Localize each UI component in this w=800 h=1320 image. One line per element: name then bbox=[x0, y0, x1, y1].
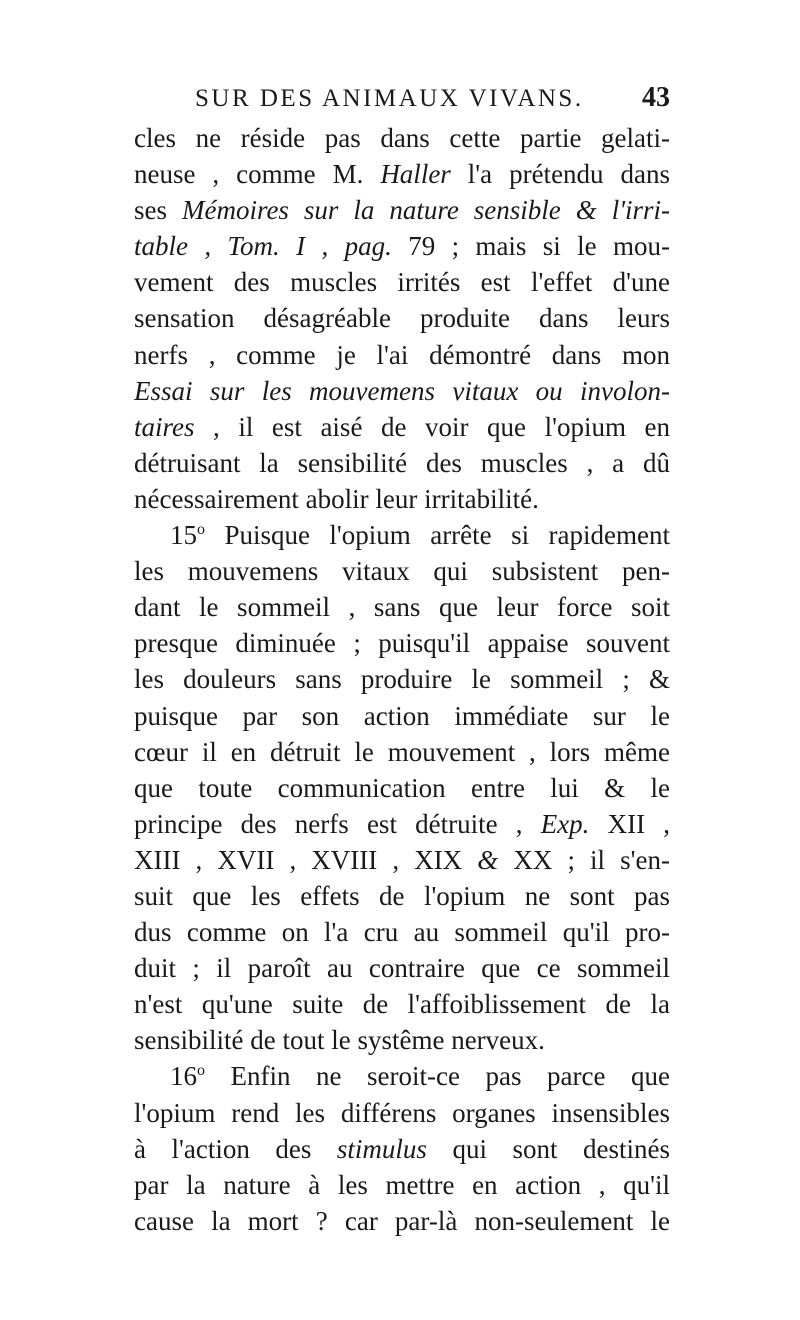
text-line bbox=[134, 878, 670, 914]
text-line bbox=[134, 517, 670, 553]
text-segment: duit ; il paroît au contraire que ce sommeil bbox=[134, 953, 670, 984]
text-segment: XX ; il s'en- bbox=[498, 844, 670, 875]
text-line bbox=[134, 1095, 670, 1131]
text-line bbox=[134, 1203, 670, 1239]
text-segment: les mouvemens vitaux qui subsistent pen- bbox=[134, 556, 670, 587]
text-segment: cles ne réside pas dans cette partie gelati- bbox=[134, 123, 670, 153]
text-line bbox=[134, 156, 670, 192]
text-line bbox=[134, 1167, 670, 1203]
running-head bbox=[195, 82, 670, 118]
text-segment: cause la mort ? car par-là non-seulement le bbox=[134, 1205, 670, 1236]
text-line bbox=[134, 373, 670, 409]
text-segment: Enfin ne seroit-ce pas parce que bbox=[205, 1061, 670, 1092]
text-line bbox=[134, 300, 670, 336]
text-line bbox=[134, 950, 670, 986]
ordinal-superscript: o bbox=[197, 521, 205, 539]
text-segment: ses bbox=[134, 195, 182, 226]
text-segment: presque diminuée ; puisqu'il appaise souvent bbox=[134, 628, 670, 659]
text-segment: vement des muscles irrités est l'effet d'une bbox=[134, 267, 670, 298]
text-line bbox=[134, 661, 670, 697]
page-number: 43 bbox=[642, 82, 670, 113]
text-segment: les douleurs sans produire le sommeil ; & bbox=[134, 664, 670, 695]
text-segment: l'opium rend les différens organes insensibles bbox=[134, 1097, 670, 1128]
text-line bbox=[134, 914, 670, 950]
text-line bbox=[134, 445, 670, 481]
text-segment: 15 bbox=[170, 520, 197, 551]
text-segment: 16 bbox=[170, 1061, 197, 1092]
body-text bbox=[134, 120, 670, 1239]
text-line bbox=[134, 589, 670, 625]
text-line bbox=[134, 1058, 670, 1094]
text-segment: dant le sommeil , sans que leur force soit bbox=[134, 592, 670, 623]
text-line bbox=[134, 806, 670, 842]
italic-text: taires bbox=[134, 411, 195, 442]
text-segment: neuse , comme M. bbox=[134, 159, 381, 190]
text-segment: sensation désagréable produite dans leurs bbox=[134, 303, 670, 334]
text-segment: nécessairement abolir leur irritabilité. bbox=[134, 483, 539, 514]
text-segment: XII , bbox=[589, 808, 670, 839]
text-line bbox=[134, 409, 670, 445]
text-segment: Puisque l'opium arrête si rapidement bbox=[205, 520, 670, 551]
text-line bbox=[134, 481, 670, 517]
italic-text: stimulus bbox=[336, 1133, 427, 1164]
text-line bbox=[134, 698, 670, 734]
text-segment: n'est qu'une suite de l'affoiblissement de la bbox=[134, 989, 670, 1020]
text-segment: que toute communication entre lui & le bbox=[134, 772, 670, 803]
text-segment: 79 ; mais si le mou- bbox=[391, 231, 670, 262]
italic-text: table , Tom. I , pag. bbox=[134, 231, 392, 262]
text-line bbox=[134, 625, 670, 661]
text-line bbox=[134, 192, 670, 228]
running-title: SUR DES ANIMAUX VIVANS. bbox=[195, 85, 584, 112]
italic-text: Mémoires sur la nature sensible & l'irri- bbox=[181, 195, 670, 226]
text-line bbox=[134, 734, 670, 770]
text-line bbox=[134, 1131, 670, 1167]
text-segment: principe des nerfs est détruite , bbox=[134, 808, 541, 839]
text-line bbox=[134, 337, 670, 373]
text-segment: , il est aisé de voir que l'opium en bbox=[194, 411, 670, 442]
text-segment: sensibilité de tout le systême nerveux. bbox=[134, 1025, 545, 1056]
text-line bbox=[134, 264, 670, 300]
text-line bbox=[134, 553, 670, 589]
text-segment: qui sont destinés bbox=[426, 1133, 670, 1164]
text-segment: nerfs , comme je l'ai démontré dans mon bbox=[134, 339, 670, 370]
text-segment: détruisant la sensibilité des muscles , a dû bbox=[134, 447, 670, 478]
text-line bbox=[134, 842, 670, 878]
text-segment: suit que les effets de l'opium ne sont pas bbox=[134, 880, 670, 911]
text-line bbox=[134, 228, 670, 264]
italic-text: & bbox=[477, 844, 499, 875]
italic-text: Haller bbox=[380, 159, 451, 190]
text-segment: cœur il en détruit le mouvement , lors même bbox=[134, 736, 670, 767]
text-segment: à l'action des bbox=[134, 1133, 337, 1164]
text-segment: dus comme on l'a cru au sommeil qu'il pro- bbox=[134, 917, 670, 948]
text-line bbox=[134, 1022, 670, 1058]
text-line bbox=[134, 120, 670, 156]
text-line bbox=[134, 986, 670, 1022]
text-segment: par la nature à les mettre en action , qu'il bbox=[134, 1169, 670, 1200]
text-segment: l'a prétendu dans bbox=[450, 159, 670, 190]
text-line bbox=[134, 770, 670, 806]
text-segment: puisque par son action immédiate sur le bbox=[134, 700, 670, 731]
text-segment: XIII , XVII , XVIII , XIX bbox=[134, 844, 478, 875]
italic-text: Exp. bbox=[540, 808, 590, 839]
ordinal-superscript: o bbox=[197, 1062, 205, 1080]
italic-text: Essai sur les mouvemens vitaux ou involon- bbox=[134, 375, 670, 406]
